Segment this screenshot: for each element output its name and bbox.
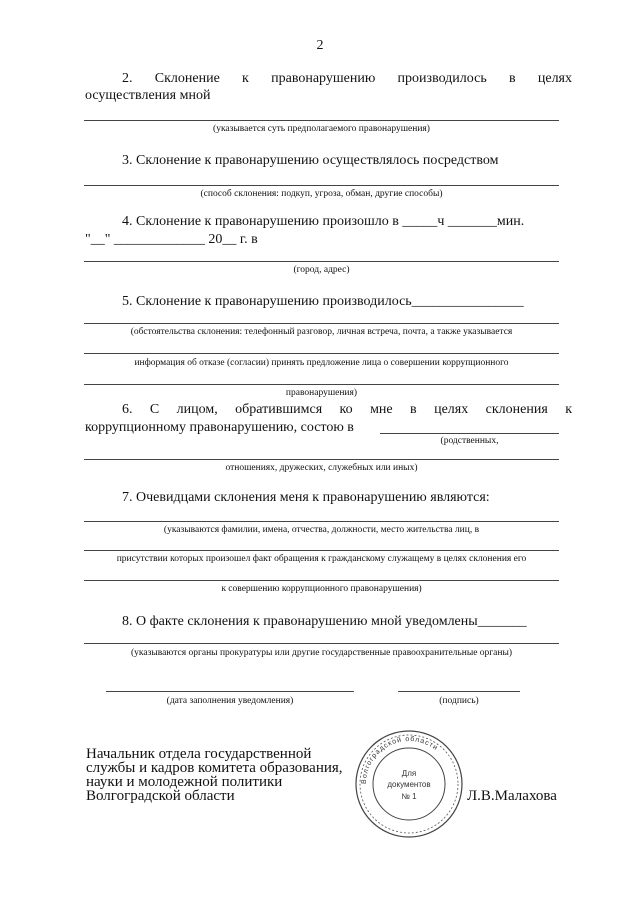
- section-2-caption: (указывается суть предполагаемого правонарушения): [213, 124, 430, 134]
- section-5-fill-line-2: [84, 353, 559, 354]
- section-5-text: 5. Склонение к правонарушению производилось________________: [122, 294, 524, 309]
- section-6-caption-1: (родственных,: [440, 436, 499, 446]
- official-position-line-3: науки и молодежной политики: [86, 774, 283, 790]
- svg-text:Волгоградской области: [361, 735, 439, 784]
- section-5-fill-line-3: [84, 384, 559, 385]
- section-5-fill-line-1: [84, 323, 559, 324]
- section-7-caption-2: присутствии которых произошел факт обращения к гражданскому служащему в целях склонения его: [116, 554, 527, 564]
- section-8-fill-line: [84, 643, 559, 644]
- official-name: Л.В.Малахова: [467, 788, 557, 804]
- section-7-fill-line-2: [84, 550, 559, 551]
- section-4-caption: (город, адрес): [293, 265, 350, 275]
- section-7-fill-line-1: [84, 521, 559, 522]
- stamp-center-line-2: документов: [387, 780, 431, 789]
- signature-line: [398, 691, 520, 692]
- section-7-caption-1: (указываются фамилии, имена, отчества, должности, место жительства лиц, в: [163, 525, 480, 535]
- section-3-text: 3. Склонение к правонарушению осуществлялось посредством: [122, 153, 499, 168]
- official-position-line-2: службы и кадров комитета образования,: [86, 760, 343, 776]
- section-7-caption-3: к совершению коррупционного правонарушения): [221, 584, 422, 594]
- section-2-fill-line: [84, 120, 559, 121]
- section-6-caption-2: отношениях, дружеских, служебных или иных): [225, 463, 418, 473]
- section-2-line-2: осуществления мной: [85, 88, 211, 103]
- section-8-text: 8. О факте склонения к правонарушению мной уведомлены_______: [122, 614, 527, 629]
- section-5-caption-1: (обстоятельства склонения: телефонный разговор, личная встреча, почта, а также указывается: [130, 327, 513, 337]
- section-5-caption-2: информация об отказе (согласии) принять предложение лица о совершении коррупционного: [134, 358, 509, 368]
- section-6-fill-line-2: [84, 459, 559, 460]
- stamp-seal-graphic: [353, 728, 465, 840]
- signature-caption: (подпись): [439, 696, 479, 706]
- stamp-ring-text: Волгоградской области: [360, 735, 440, 785]
- official-position-line-1: Начальник отдела государственной: [86, 746, 312, 762]
- date-line: [106, 691, 354, 692]
- section-3-caption: (способ склонения: подкуп, угроза, обман, другие способы): [200, 189, 443, 199]
- section-4-line-2: "__" _____________ 20__ г. в: [85, 232, 258, 247]
- stamp-center-line-1: Для: [401, 769, 417, 778]
- section-7-fill-line-3: [84, 580, 559, 581]
- section-3-fill-line: [84, 185, 559, 186]
- section-4-fill-line: [84, 261, 559, 262]
- section-2-line-1: 2. Склонение к правонарушению производилось в целях: [122, 71, 572, 86]
- section-5-caption-3: правонарушения): [285, 388, 358, 398]
- section-6-line-1: 6. С лицом, обратившимся ко мне в целях склонения к: [122, 402, 572, 417]
- section-8-caption: (указываются органы прокуратуры или другие государственные правоохранительные органы): [130, 648, 513, 658]
- official-stamp: [353, 728, 465, 840]
- date-caption: (дата заполнения уведомления): [166, 696, 294, 706]
- section-7-text: 7. Очевидцами склонения меня к правонарушению являются:: [122, 490, 490, 505]
- official-position-line-4: Волгоградской области: [86, 788, 235, 804]
- section-6-line-2: коррупционному правонарушению, состою в: [85, 420, 354, 435]
- stamp-center-line-3: № 1: [401, 792, 417, 801]
- page-number: 2: [316, 38, 324, 53]
- section-6-fill-line-1: [380, 433, 559, 434]
- section-4-line-1: 4. Склонение к правонарушению произошло в _____ч _______мин.: [122, 214, 525, 229]
